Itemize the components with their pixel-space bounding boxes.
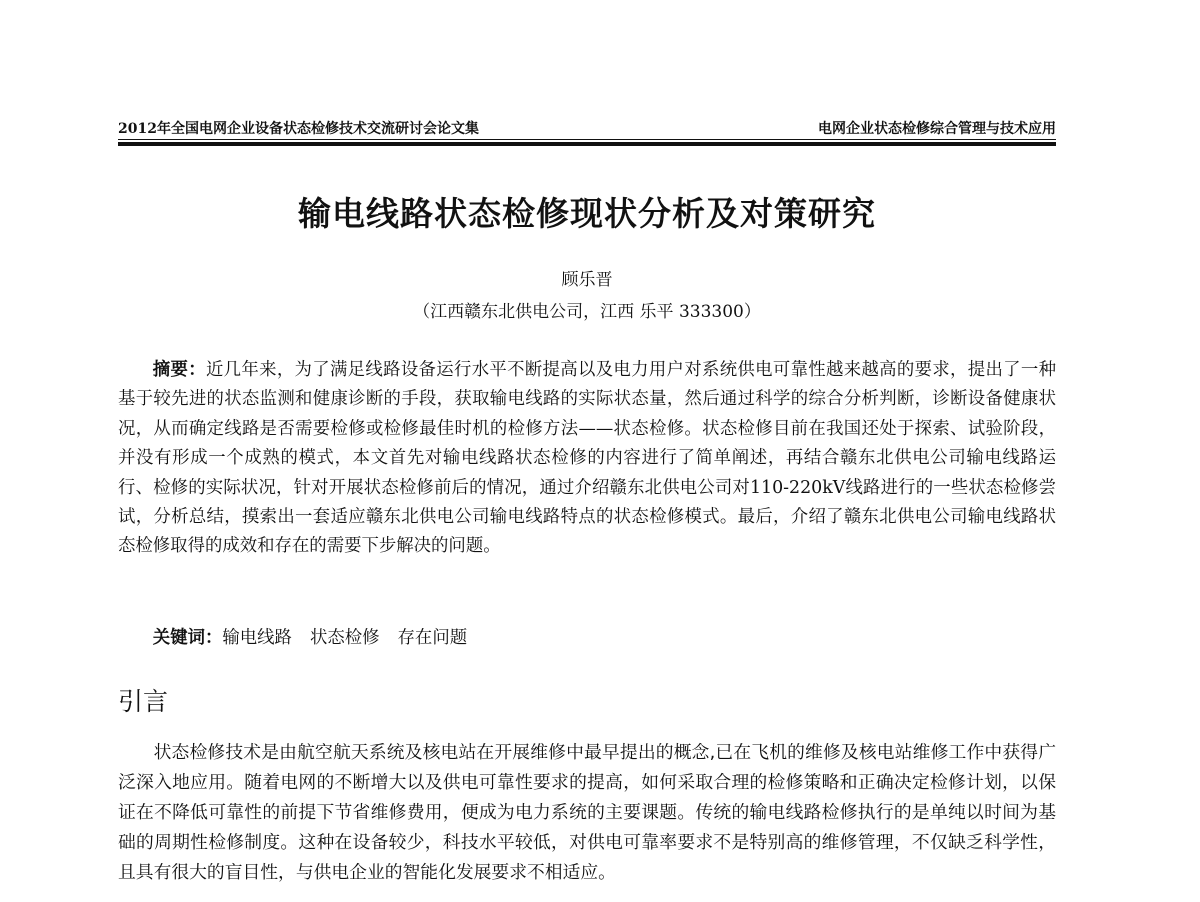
keywords	[118, 624, 1056, 653]
abstract-label: 摘要：	[152, 360, 206, 380]
header-rule-thin	[118, 139, 1056, 140]
keyword-item: 输电线路	[222, 628, 292, 648]
header-section-title: 电网企业状态检修综合管理与技术应用	[818, 121, 1056, 137]
abstract	[118, 356, 1056, 562]
author-name: 顾乐晋	[561, 270, 613, 290]
header-rule-thick	[118, 142, 1056, 146]
section-heading-introduction: 引言	[118, 687, 169, 716]
keywords-label: 关键词：	[152, 628, 223, 648]
abstract-text: 近几年来，为了满足线路设备运行水平不断提高以及电力用户对系统供电可靠性越来越高的要求，提出了一种基于较先进的状态监测和健康诊断的手段，获取输电线路的实际状态量，然后通过科学的综合分析判断，诊断设备健康状况，从而确定线路是否需要检修或检修最佳时机的检修方法——状态检修。状态检修目前在我国还处于探索、试验阶段，并没有形成一个成熟的模式，本文首先对输电线路状态检修的内容进行了简单阐述，再结合赣东北供电公司输电线路运行、检修的实际状况，针对开展状态检修前后的情况，通过介绍赣东北供电公司对110-220kV线路进行的一些状态检修尝试，分析总结，摸索出一套适应赣东北供电公司输电线路特点的状态检修模式。最后，介绍了赣东北供电公司输电线路状态检修取得的成效和存在的需要下步解决的问题。	[118, 360, 1056, 557]
introduction-paragraph: 状态检修技术是由航空航天系统及核电站在开展维修中最早提出的概念,已在飞机的维修及核电站维修工作中获得广泛深入地应用。随着电网的不断增大以及供电可靠性要求的提高，如何采取合理的检修策略和正确决定检修计划，以保证在不降低可靠性的前提下节省维修费用，便成为电力系统的主要课题。传统的输电线路检修执行的是单纯以时间为基础的周期性检修制度。这种在设备较少，科技水平较低，对供电可靠率要求不是特别高的维修管理，不仅缺乏科学性，且具有很大的盲目性，与供电企业的智能化发展要求不相适应。	[118, 742, 1056, 883]
running-header	[118, 112, 1056, 138]
author-affiliation: （江西赣东北供电公司，江西 乐平 333300）	[413, 302, 761, 322]
keyword-item: 状态检修	[309, 628, 380, 648]
keyword-item: 存在问题	[397, 628, 468, 648]
header-proceedings-title: 2012年全国电网企业设备状态检修技术交流研讨会论文集	[118, 121, 479, 137]
paper-title: 输电线路状态检修现状分析及对策研究	[298, 194, 876, 233]
